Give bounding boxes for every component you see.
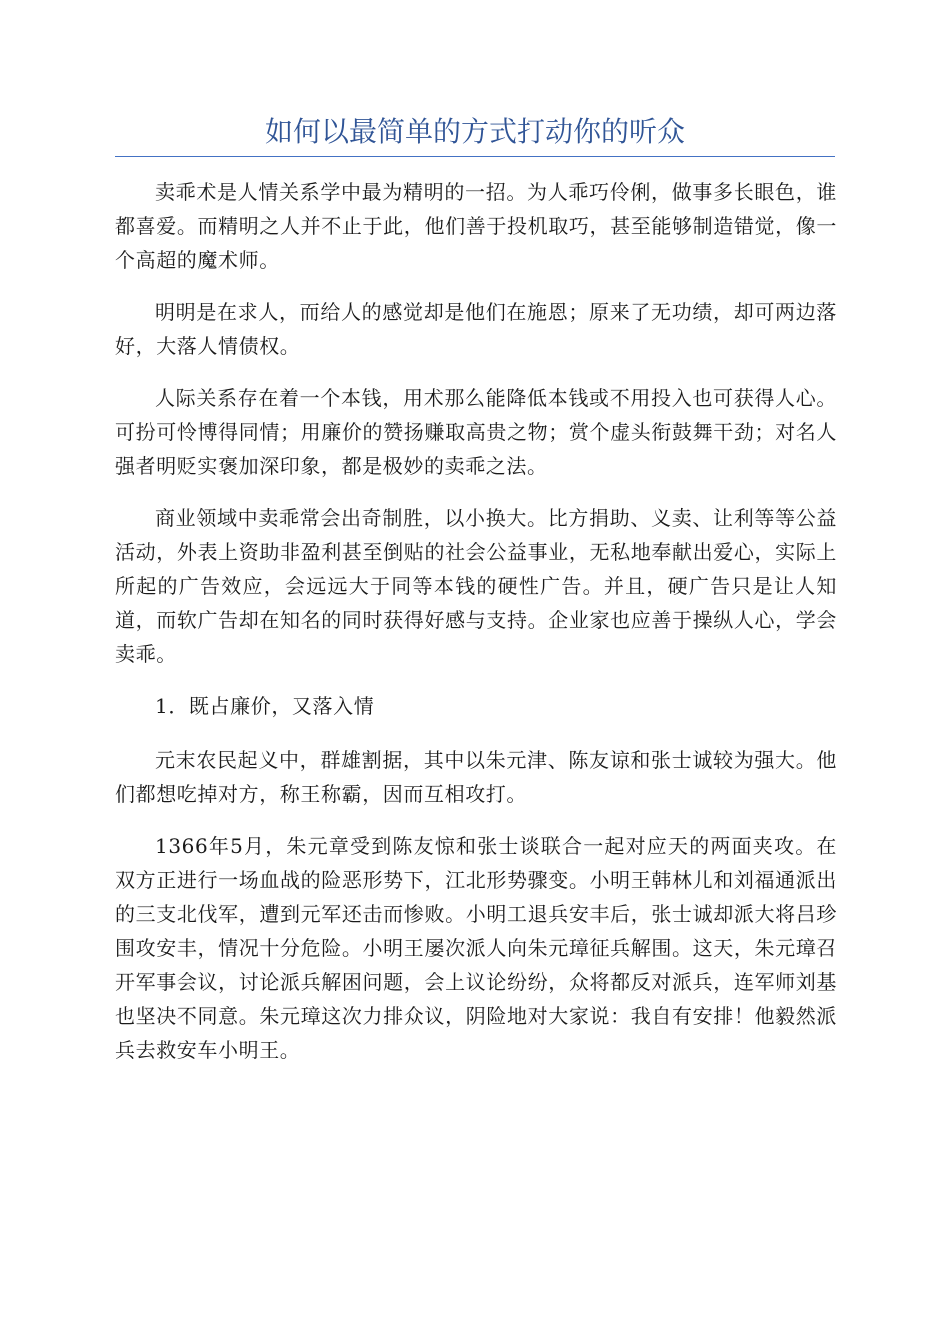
paragraph-6: 1366年5月，朱元章受到陈友惊和张士谈联合一起对应天的两面夹攻。在双方正进行一场血战的险恶形势下，江北形势骤变。小明王韩林儿和刘福通派出的三支北伐军，遭到元军还击而惨败。小明工退兵安丰后，张士诚却派大将吕珍围攻安丰，情况十分危险。小明王屡次派人向朱元璋征兵解围。这天，朱元璋召开军事会议，讨论派兵解困问题，会上议论纷纷，众将都反对派兵，连军师刘基也坚决不同意。朱元璋这次力排众议，阴险地对大家说：我自有安排！他毅然派兵去救安车小明王。: [115, 834, 837, 1062]
paragraph-5: 元末农民起义中，群雄割据，其中以朱元津、陈友谅和张士诚较为强大。他们都想吃掉对方，称王称霸，因而互相攻打。: [115, 748, 837, 806]
paragraph-4: 商业领域中卖乖常会出奇制胜，以小换大。比方捐助、义卖、让利等等公益活动，外表上资助非盈利甚至倒贴的社会公益事业，无私地奉献出爱心，实际上所起的广告效应，会远远大于同等本钱的硬性广告。并且，硬广告只是让人知道，而软广告却在知名的同时获得好感与支持。企业家也应善于操纵人心，学会卖乖。: [115, 506, 837, 666]
paragraph-1: 卖乖术是人情关系学中最为精明的一招。为人乖巧伶俐，做事多长眼色，谁都喜爱。而精明之人并不止于此，他们善于投机取巧，甚至能够制造错觉，像一个高超的魔术师。: [115, 180, 837, 272]
title-block: [115, 110, 835, 157]
document-title: 如何以最简单的方式打动你的听众: [264, 115, 685, 148]
title-underline: [115, 156, 835, 157]
document-body: [115, 175, 837, 1085]
paragraph-3: 人际关系存在着一个本钱，用术那么能降低本钱或不用投入也可获得人心。可扮可怜博得同情；用廉价的赞扬赚取高贵之物；赏个虚头衔鼓舞干劲；对名人强者明贬实褒加深印象，都是极妙的卖乖之法。: [115, 386, 837, 478]
section-heading: 1．既占廉价，又落入情: [155, 694, 375, 718]
paragraph-2: 明明是在求人，而给人的感觉却是他们在施恩；原来了无功绩，却可两边落好，大落人情债权。: [115, 300, 837, 358]
